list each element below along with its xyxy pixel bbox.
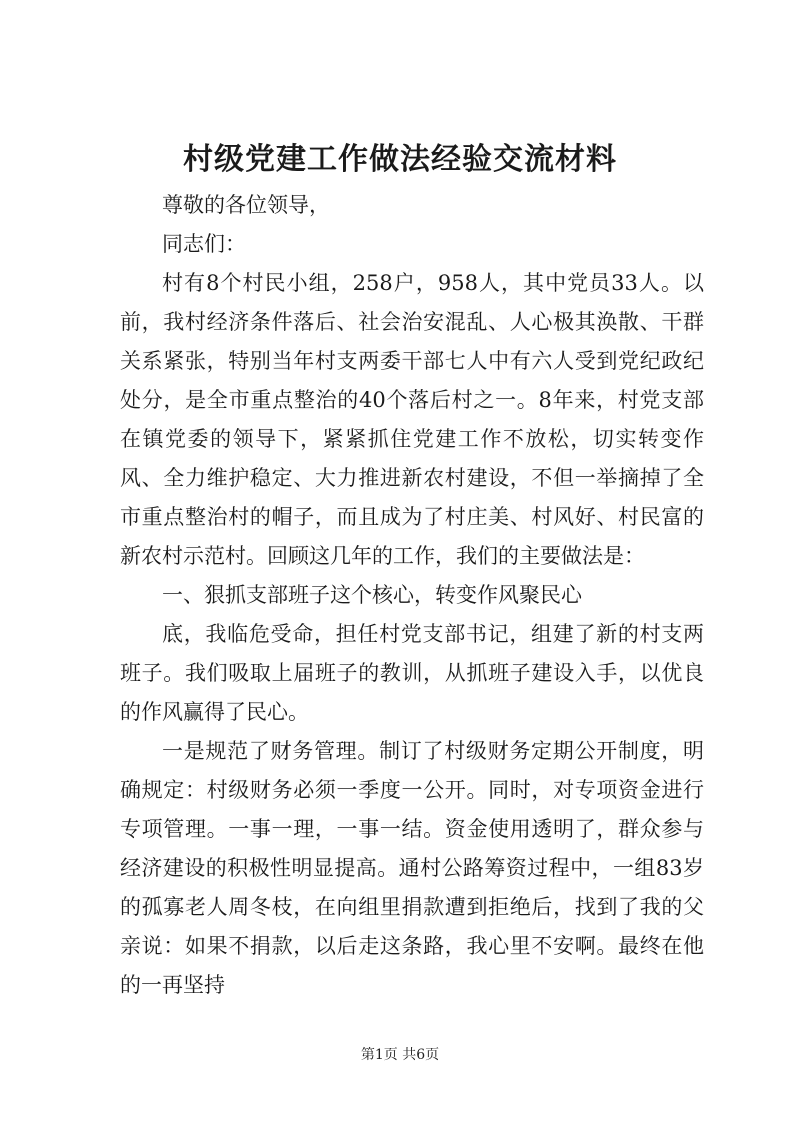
finance-paragraph: 一是规范了财务管理。制订了村级财务定期公开制度，明确规定：村级财务必须一季度一公开。同时，对专项资金进行专项管理。一事一理，一事一结。资金使用透明了，群众参与经济建设的积极性明显提高。通村公路筹资过程中，一组83岁的孤寡老人周冬枝，在向组里捐款遭到拒绝后，找到了我的父亲说：如果不捐款，以后走这条路，我心里不安啊。最终在他的一再坚持 — [120, 739, 704, 997]
document-title: 村级党建工作做法经验交流材料 — [183, 142, 617, 177]
section-1-paragraph: 底，我临危受命，担任村党支部书记，组建了新的村支两班子。我们吸取上届班子的教训，从抓班子建设入手，以优良的作风赢得了民心。 — [120, 622, 704, 724]
salutation-leaders: 尊敬的各位领导， — [162, 193, 330, 217]
salutation-comrades: 同志们： — [162, 232, 246, 256]
document-body — [120, 186, 704, 1005]
page-footer: 第1页 共6页 — [360, 1047, 440, 1063]
section-heading-1: 一、狠抓支部班子这个核心，转变作风聚民心 — [162, 583, 582, 607]
intro-paragraph: 村有8个村民小组，258户，958人，其中党员33人。以前，我村经济条件落后、社会治安混乱、人心极其涣散、干群关系紧张，特别当年村支两委干部七人中有六人受到党纪政纪处分，是全市重点整治的40个落后村之一。8年来，村党支部在镇党委的领导下，紧紧抓住党建工作不放松，切实转变作风、全力维护稳定、大力推进新农村建设，不但一举摘掉了全市重点整治村的帽子，而且成为了村庄美、村风好、村民富的新农村示范村。回顾这几年的工作，我们的主要做法是： — [120, 271, 704, 568]
